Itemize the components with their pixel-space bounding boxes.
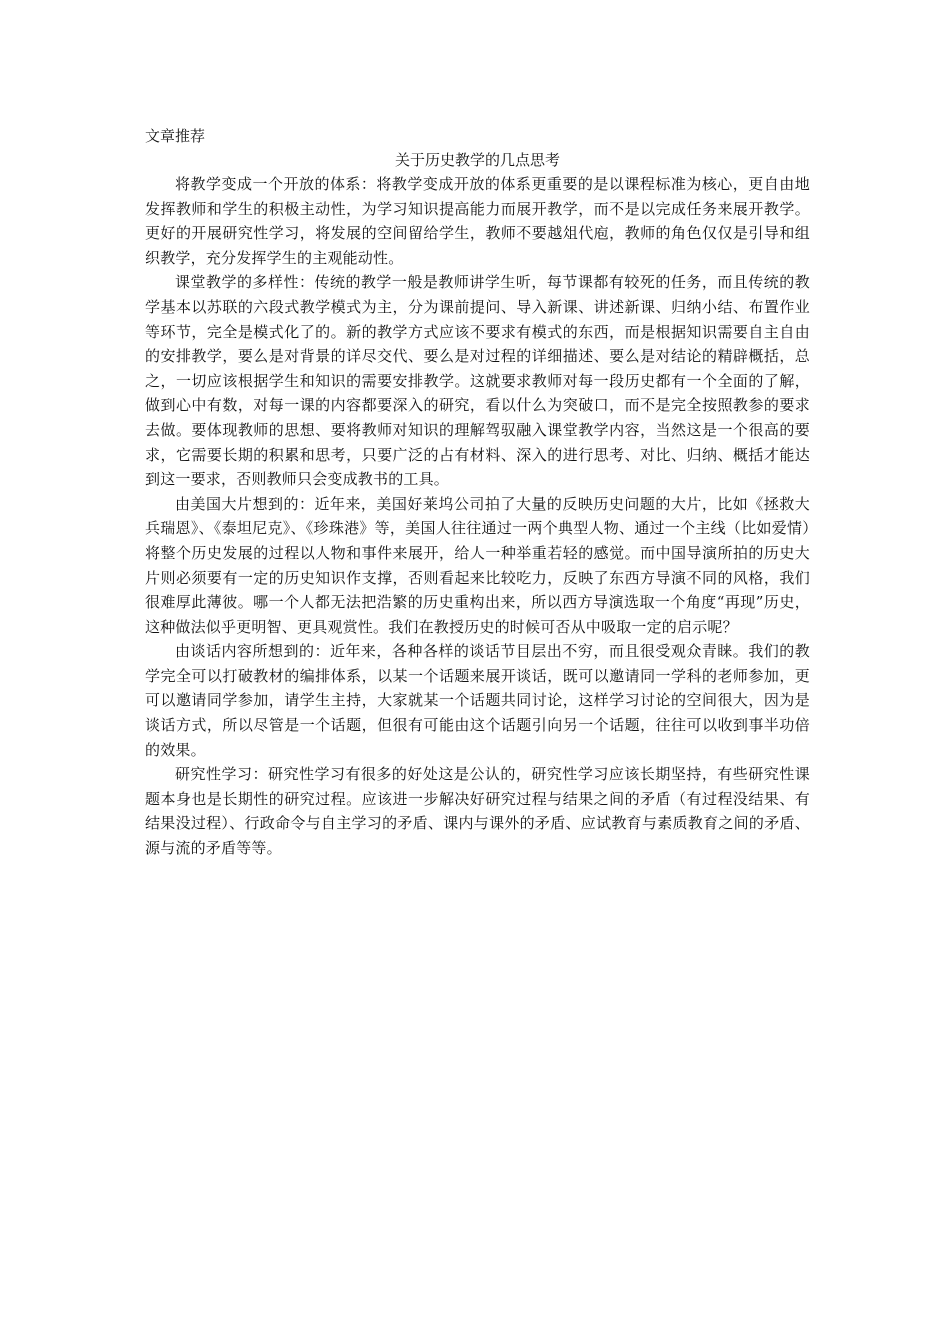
paragraph-talk-shows: 由谈话内容所想到的：近年来，各种各样的谈话节目层出不穷，而且很受观众青睐。我们的教学完全可以打破教材的编排体系，以某一个话题来展开谈话，既可以邀请同一学科的老师参加，更可以邀请同学参加，请学生主持，大家就某一个话题共同讨论，这样学习讨论的空间很大，因为是谈话方式，所以尽管是一个话题，但很有可能由这个话题引向另一个话题，往往可以收到事半功倍的效果。 <box>145 642 810 759</box>
category-label: 文章推荐 <box>145 127 206 145</box>
paragraph-classroom-diversity: 课堂教学的多样性：传统的教学一般是教师讲学生听，每节课都有较死的任务，而且传统的教学基本以苏联的六段式教学模式为主，分为课前提问、导入新课、讲述新课、归纳小结、布置作业等环节，完全是模式化了的。新的教学方式应该不要求有模式的东西，而是根据知识需要自主自由的安排教学，要么是对背景的详尽交代、要么是对过程的详细描述、要么是对结论的精辟概括，总之，一切应该根据学生和知识的需要安排教学。这就要求教师对每一段历史都有一个全面的了解，做到心中有数，对每一课的内容都要深入的研究，看以什么为突破口，而不是完全按照教参的要求去做。要体现教师的思想、要将教师对知识的理解驾驭融入课堂教学内容，当然这是一个很高的要求，它需要长期的积累和思考，只要广泛的占有材料、深入的进行思考、对比、归纳、概括才能达到这一要求，否则教师只会变成教书的工具。 <box>145 273 810 489</box>
document-page <box>145 124 810 861</box>
paragraph-hollywood-films: 由美国大片想到的：近年来，美国好莱坞公司拍了大量的反映历史问题的大片，比如《拯救大兵瑞恩》、《泰坦尼克》、《珍珠港》等，美国人往往通过一两个典型人物、通过一个主线（比如爱情）将整个历史发展的过程以人物和事件来展开，给人一种举重若轻的感觉。而中国导演所拍的历史大片则必须要有一定的历史知识作支撑，否则看起来比较吃力，反映了东西方导演不同的风格，我们很难厚此薄彼。哪一个人都无法把浩繁的历史重构出来，所以西方导演选取一个角度“再现”历史，这种做法似乎更明智、更具观赏性。我们在教授历史的时候可否从中吸取一定的启示呢？ <box>145 494 810 636</box>
article-title: 关于历史教学的几点思考 <box>394 151 560 169</box>
paragraph-research-learning: 研究性学习：研究性学习有很多的好处这是公认的，研究性学习应该长期坚持，有些研究性课题本身也是长期性的研究过程。应该进一步解决好研究过程与结果之间的矛盾（有过程没结果、有结果没过程）、行政命令与自主学习的矛盾、课内与课外的矛盾、应试教育与素质教育之间的矛盾、源与流的矛盾等等。 <box>145 765 810 858</box>
paragraph-open-system: 将教学变成一个开放的体系：将教学变成开放的体系更重要的是以课程标准为核心，更自由地发挥教师和学生的积极主动性，为学习知识提高能力而展开教学，而不是以完成任务来展开教学。更好的开展研究性学习，将发展的空间留给学生，教师不要越俎代庖，教师的角色仅仅是引导和组织教学，充分发挥学生的主观能动性。 <box>145 175 810 267</box>
